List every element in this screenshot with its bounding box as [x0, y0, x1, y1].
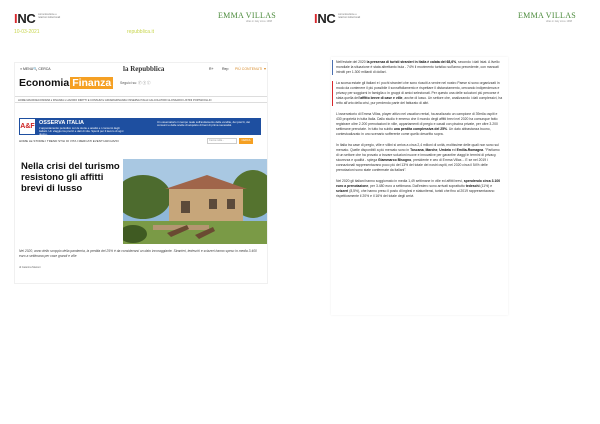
body-paragraph-1: Nell'estate del 2020 la presenza di turisti stranieri in Italia è calata del 68,6%, secondo i dati Istat. A livello mondiale la situazione è stata altrettanto buia - 74% il movimento turistico sull'anno precedente, con mancati introiti per 1.300 miliardi di dollari.: [336, 60, 503, 75]
osserva-italia-banner[interactable]: [19, 118, 261, 135]
social-icons[interactable]: ⓕ ⓣ ⓘ: [138, 81, 151, 85]
emma-villas-logo-right: EMMA VILLAS: [518, 11, 577, 20]
body-paragraph-3: L'osservatorio di Emma Villas, player attivo nel vacation rental, ha analizzato un campione di 39mila ospiti e 430 proprietà in tutta Italia. Dallo studio è emerso che il mondo degli affitti brevi nel 2020 ha comunque fatto registrare oltre 2.200 prenotazioni in ville, appartamenti di pregio e casali con piscina private, per oltre 3.200 settimane prenotate. In tutto ha subito una perdita complessiva del 25%. Un dato abbastanza buono, contestualizzato in uno scenario sofferente come quello descritto sopra.: [336, 112, 498, 136]
article-standfirst: Nel 2020, anno dello scoppio della pandemia, la perdita del 25% è da considerarsi un dato incoraggiante. Stranieri, tedeschi e svizzeri hanno speso in media 3.400 euro a settimana per case grandi e ville: [19, 249, 257, 258]
osserva-title: OSSERVA ITALIA: [39, 120, 85, 126]
villa-photo: [123, 159, 267, 244]
inc-logo: INC: [14, 11, 36, 26]
body-paragraph-4: In Italia tra case di pregio, ville e villini si arriva a circa 2,4 milioni di unità, moltissime delle quali non sono sul mercato. Quelle disponibili a più mercato sono in Toscana, Marche, Umbria ed Emilia-Romagna. "Parliamo di un settore che ha provato a trovare soluzioni nuove e innovative per garantire viaggi in termini di privacy, sicurezza e qualità - spiega Giammarco Bisogno, presidente e ceo di Emma Villas -. E se nel 2019 i connazionali rappresentavano poco più del 13% del totale dei nostri ospiti, nel 2020 circa il 54% delle prenotazioni sono state confermate da italiani".: [336, 143, 500, 172]
body-paragraph-5: Nel 2020 gli italiani hanno soggiornato in media 1,49 settimane in ville ed affitti brevi, spendendo circa 3.100 euro a prenotazione, per 3.480 euro a settimana. Dall'estero sono arrivati soprattutto tedeschi (11%) e svizzeri (8,5%), che hanno preso il posto di inglesi e statunitensi, turisti che fino al 2019 rappresentavano rispettivamente il 20% e il 16% del totale degli arrivi.: [336, 179, 501, 198]
seguici-label: Seguici su:: [120, 81, 138, 85]
body-paragraph-2: La scorsa estate gli italiani e i pochi stranieri che sono riusciti a venire nel nostro Paese si sono organizzati in modo da contenere il più possibile il sovraffollamento e rispettare il distanziamento, cercando indipendenza e privacy per soggiorni in famiglia o in gruppi di amici selezionati. Per questo una delle soluzioni più percorse è stata quella dell'affitto breve di case e ville, anche di lusso. Un settore che, analizzando i dati complessivi, ha retto all'urto della crisi, pur perdendo parte del fatturato di altri.: [336, 81, 503, 105]
menu-button[interactable]: ≡ MENU: [20, 67, 34, 71]
osserva-ad-text: Un osservatorio in tempo reale sull'andamento delle vendite, dei prezzi, dei consumi e delle scelte di acquisto di beni di prima necessità.: [157, 120, 250, 128]
emma-villas-logo: EMMA VILLAS: [218, 11, 277, 20]
article-clipping: [14, 62, 268, 284]
repubblica-logo[interactable]: la Repubblica: [123, 65, 165, 73]
repubblica-topbar: [15, 63, 267, 75]
article-byline: di Caterina Maconi: [19, 266, 41, 269]
article-source: repubblica.it: [127, 29, 154, 35]
inc-tagline-right: comunicazione e relazioni istituzionali: [338, 13, 361, 19]
search-button[interactable]: 🔍 CERCA: [33, 67, 51, 71]
emma-villas-tagline-right: villas in italy since 1998: [545, 20, 572, 23]
osserva-description: L'appuntamento periodico con le storie e analisi e i consumi degli italiani. Un viaggio tra prezzi e dati di vita. Spunti per il lavoro di ogni giorno.: [39, 126, 124, 137]
economia-finanza-logo[interactable]: [19, 77, 113, 89]
search-input[interactable]: Cerca nella...: [207, 138, 237, 144]
section-navbar[interactable]: HOME MACROECONOMIA ▾ FINANZA ▾ LAVORO DIRITTI E CONSUMI ▾ AFFARI&FINANZA OSSERVA ITALIA CALCOLATORI GLOSSARIO LISTINI PORTAFOGLIO: [15, 96, 267, 103]
rep-link[interactable]: Rep: [222, 67, 229, 71]
article-date: 10-03-2021: [14, 29, 40, 35]
more-content-dropdown[interactable]: PIÙ CONTENUTI ▼: [235, 67, 267, 71]
article-headline: Nella crisi del turismo resistono gli affitti brevi di lusso: [21, 161, 120, 194]
rplus-link[interactable]: R+: [209, 67, 214, 71]
osserva-subnav[interactable]: HOME LE STORIE I TREND STILI DI VITA I MERCATI EVENTI ARCHIVIO: [19, 139, 119, 143]
social-follow: [120, 81, 151, 86]
brand-finanza: Finanza: [72, 77, 112, 89]
brand-economia: Economia: [19, 77, 70, 89]
osserva-logo: A&F: [20, 119, 35, 134]
inc-logo-right: INC: [314, 11, 336, 26]
inc-tagline: comunicazione e relazioni istituzionali: [38, 13, 61, 19]
search-submit-button[interactable]: CERCA: [239, 138, 253, 144]
article-body: [331, 57, 508, 315]
emma-villas-tagline: villas in italy since 1998: [245, 20, 272, 23]
